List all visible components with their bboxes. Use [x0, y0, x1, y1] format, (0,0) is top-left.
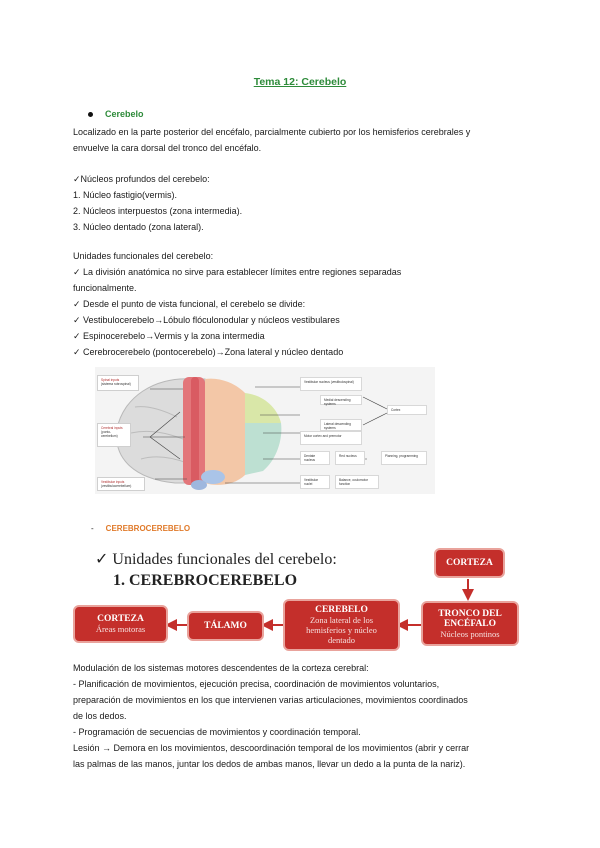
modulacion-line: Modulación de los sistemas motores descendentes de la corteza cerebral:	[73, 663, 369, 673]
nucleos-line: 3. Núcleo dentado (zona lateral).	[73, 222, 204, 232]
section-bullet-label: Cerebelo	[105, 109, 144, 119]
cerebellum-illustration	[95, 367, 435, 494]
fig1-output-box: Planning, programming	[381, 451, 427, 465]
unidades-line: funcionalmente.	[73, 283, 137, 293]
fig1-output-box: Vestibular nucleus (vestibulospinal)	[300, 377, 362, 391]
cerebellum-figure	[95, 367, 435, 494]
cerebral-inputs-label: Cerebral inputs (ponto-cerebellum)	[97, 423, 131, 447]
fig1-output-box: Lateral descending systems	[320, 419, 362, 431]
unidades-line: ✓ La división anatómica no sirve para establecer límites entre regiones separadas	[73, 267, 402, 277]
fig1-output-box: Red nucleus	[335, 451, 365, 465]
fig1-output-box: Medial descending systems	[320, 395, 362, 405]
fig2-subheading: 1. CEREBROCEREBELO	[113, 572, 298, 589]
modulacion-line: - Programación de secuencias de movimientos y coordinación temporal.	[73, 727, 361, 737]
modulacion-paragraph	[73, 660, 533, 772]
unidades-line: ✓ Vestibulocerebelo→Lóbulo flóculonodular y núcleos vestibulares	[73, 315, 340, 325]
vestibular-inputs-label: Vestibular inputs (vestibulocerebellum)	[97, 477, 145, 491]
unidades-line: ✓ Espinocerebelo→Vermis y la zona intermedia	[73, 331, 265, 341]
fig1-output-box: Vestibular nuclei	[300, 475, 330, 489]
unidades-list	[73, 248, 533, 360]
section-dash-label: CEREBROCEREBELO	[105, 524, 191, 533]
modulacion-line: Lesión → Demora en los movimientos, descoordinación temporal de los movimientos (abrir y cerrar	[73, 743, 470, 753]
dash-marker: -	[91, 524, 94, 533]
intro-paragraph	[73, 124, 533, 156]
section-bullet	[88, 109, 144, 119]
unidades-line: ✓ Cerebrocerebelo (pontocerebelo)→Zona lateral y núcleo dentado	[73, 347, 344, 357]
tronco-box: TRONCO DEL ENCÉFALO Núcleos pontinos	[421, 601, 519, 646]
modulacion-line: - Planificación de movimientos, ejecución precisa, coordinación de movimientos voluntarios,	[73, 679, 440, 689]
modulacion-line: de los dedos.	[73, 711, 127, 721]
fig1-output-box: Dentate nucleus	[300, 451, 330, 465]
page-title: Tema 12: Cerebelo	[253, 76, 347, 88]
modulacion-line: las palmas de las manos, juntar los dedos de ambas manos, llevar un dedo a la punta de la nariz).	[73, 759, 466, 769]
section-dash	[91, 524, 190, 533]
nucleos-list	[73, 171, 533, 235]
fig2-heading: ✓ Unidades funcionales del cerebelo:	[95, 551, 337, 568]
fig1-output-box: Motor cortex and premotor	[300, 431, 362, 445]
talamo-box: TÁLAMO	[187, 611, 264, 641]
intro-line: envuelve la cara dorsal del tronco del encéfalo.	[73, 143, 262, 153]
nucleos-line: 2. Núcleos interpuestos (zona intermedia).	[73, 206, 243, 216]
corteza-top-box: CORTEZA	[434, 548, 505, 578]
fig1-output-box: Cortex	[387, 405, 427, 415]
intro-line: Localizado en la parte posterior del encéfalo, parcialmente cubierto por los hemisferios cerebrales y	[73, 127, 471, 137]
unidades-line: Unidades funcionales del cerebelo:	[73, 251, 214, 261]
modulacion-line: preparación de movimientos en los que intervienen varias articulaciones, movimientos coordinados	[73, 695, 468, 705]
nucleos-line: 1. Núcleo fastigio(vermis).	[73, 190, 178, 200]
nucleos-line: ✓Núcleos profundos del cerebelo:	[73, 174, 210, 184]
cerebelo-box: CEREBELO Zona lateral de los hemisferios y núcleo dentado	[283, 599, 400, 651]
fig1-output-box: Balance, oculomotor function	[335, 475, 379, 489]
cerebrocerebelo-figure	[73, 541, 528, 653]
bullet-icon	[88, 112, 93, 117]
unidades-line: ✓ Desde el punto de vista funcional, el cerebelo se divide:	[73, 299, 306, 309]
spinal-inputs-label: Spinal inputs (sistema rubrospinal)	[97, 375, 139, 391]
corteza-left-box: CORTEZA Áreas motoras	[73, 605, 168, 643]
